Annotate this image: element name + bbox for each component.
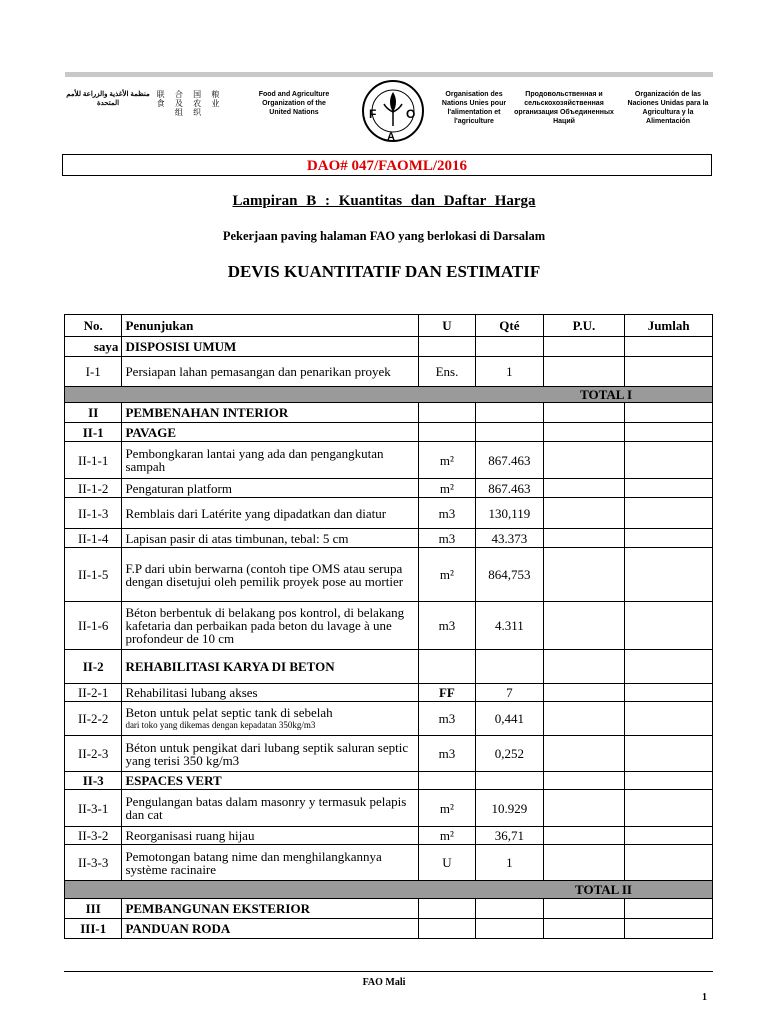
row-no: II-1-2	[65, 479, 122, 498]
row-desc: Reorganisasi ruang hijau	[122, 827, 418, 845]
row-jumlah	[625, 736, 713, 772]
row-desc: PEMBANGUNAN EKSTERIOR	[122, 899, 418, 919]
table-row	[65, 442, 713, 479]
row-qty	[476, 772, 544, 790]
row-jumlah	[625, 498, 713, 529]
row-jumlah	[625, 684, 713, 702]
header-rule	[65, 72, 713, 77]
row-jumlah	[625, 899, 713, 919]
row-pu	[543, 602, 625, 650]
table-row	[65, 357, 713, 387]
col-header-desc: Penunjukan	[122, 315, 418, 337]
row-unit	[418, 403, 475, 423]
row-jumlah	[625, 479, 713, 498]
row-no: III	[65, 899, 122, 919]
row-qty: 867.463	[476, 479, 544, 498]
row-unit	[418, 919, 475, 939]
table-row	[65, 423, 713, 442]
logo-letter: O	[406, 107, 416, 121]
row-unit: m3	[418, 736, 475, 772]
header-spanish: Organización de las Naciones Unidas para la Agricultura y la Alimentación	[627, 91, 709, 125]
row-pu	[543, 529, 625, 548]
row-pu	[543, 650, 625, 684]
row-desc: PANDUAN RODA	[122, 919, 418, 939]
row-qty	[476, 919, 544, 939]
row-desc: Pengulangan batas dalam masonry y termasuk pelapis dan cat	[122, 790, 418, 827]
row-pu	[543, 423, 625, 442]
footer-rule	[64, 971, 713, 972]
row-jumlah	[625, 772, 713, 790]
row-jumlah	[625, 403, 713, 423]
row-jumlah	[625, 337, 713, 357]
table-row	[65, 337, 713, 357]
row-jumlah	[625, 702, 713, 736]
logo-letter: A	[387, 131, 395, 143]
table-row	[65, 845, 713, 881]
row-desc	[122, 702, 418, 736]
header-chinese: 联 合 国 粮 食 及 农 业 组 织	[156, 90, 224, 117]
row-pu	[543, 498, 625, 529]
row-unit: m3	[418, 498, 475, 529]
row-unit	[418, 772, 475, 790]
row-unit: m²	[418, 442, 475, 479]
row-no: saya	[65, 337, 122, 357]
row-no: II-2-1	[65, 684, 122, 702]
row-unit: m²	[418, 827, 475, 845]
total-label: TOTAL II	[65, 881, 713, 899]
row-no: II-3	[65, 772, 122, 790]
logo-letter: F	[369, 107, 377, 121]
row-desc: PAVAGE	[122, 423, 418, 442]
row-desc: Pembongkaran lantai yang ada dan pengangkutan sampah	[122, 442, 418, 479]
table-row	[65, 529, 713, 548]
row-qty	[476, 337, 544, 357]
footer-org: FAO Mali	[362, 977, 406, 988]
page-number: 1	[702, 992, 707, 1003]
dao-number: DAO# 047/FAOML/2016	[62, 154, 712, 176]
row-desc: Persiapan lahan pemasangan dan penarikan proyek	[122, 357, 418, 387]
row-no: II-3-1	[65, 790, 122, 827]
row-no: II-2-3	[65, 736, 122, 772]
row-no: II-1	[65, 423, 122, 442]
row-jumlah	[625, 442, 713, 479]
document-subtitle: Pekerjaan paving halaman FAO yang berlokasi di Darsalam	[222, 229, 546, 243]
row-desc: Béton untuk pengikat dari lubang septik saluran septic yang terisi 350 kg/m3	[122, 736, 418, 772]
row-desc-note: dari toko yang dikemas dengan kepadatan 350kg/m3	[125, 719, 316, 730]
table-row	[65, 772, 713, 790]
row-unit: m3	[418, 602, 475, 650]
row-desc: Lapisan pasir di atas timbunan, tebal: 5 cm	[122, 529, 418, 548]
row-unit	[418, 899, 475, 919]
row-qty	[476, 650, 544, 684]
row-no: I-1	[65, 357, 122, 387]
table-row	[65, 650, 713, 684]
row-unit: m²	[418, 790, 475, 827]
row-desc: Rehabilitasi lubang akses	[122, 684, 418, 702]
col-header-no: No.	[65, 315, 122, 337]
row-desc: Pengaturan platform	[122, 479, 418, 498]
row-jumlah	[625, 602, 713, 650]
row-unit: FF	[418, 684, 475, 702]
row-desc: Pemotongan batang nime dan menghilangkannya système racinaire	[122, 845, 418, 881]
row-pu	[543, 899, 625, 919]
quantity-table	[64, 314, 713, 939]
document-title	[0, 193, 768, 210]
row-pu	[543, 357, 625, 387]
row-unit: m3	[418, 529, 475, 548]
row-pu	[543, 684, 625, 702]
row-pu	[543, 479, 625, 498]
table-header-row	[65, 315, 713, 337]
table-row	[65, 548, 713, 602]
row-pu	[543, 702, 625, 736]
row-pu	[543, 548, 625, 602]
row-jumlah	[625, 790, 713, 827]
row-pu	[543, 736, 625, 772]
row-no: II-2	[65, 650, 122, 684]
fao-logo-icon	[360, 78, 426, 144]
row-unit: m²	[418, 479, 475, 498]
row-desc: F.P dari ubin berwarna (contoh tipe OMS atau serupa dengan disetujui oleh pemilik proyek pose au mortier	[122, 548, 418, 602]
row-unit	[418, 337, 475, 357]
row-desc: ESPACES VERT	[122, 772, 418, 790]
row-qty: 130,119	[476, 498, 544, 529]
row-qty: 867.463	[476, 442, 544, 479]
row-desc: Remblais dari Latérite yang dipadatkan dan diatur	[122, 498, 418, 529]
table-row	[65, 498, 713, 529]
header-english: Food and Agriculture Organization of the United Nations	[258, 91, 330, 116]
col-header-pu: P.U.	[543, 315, 625, 337]
row-jumlah	[625, 423, 713, 442]
row-pu	[543, 442, 625, 479]
row-pu	[543, 827, 625, 845]
document-title-text: Lampiran B : Kuantitas dan Daftar Harga	[232, 193, 536, 209]
row-no: II-3-2	[65, 827, 122, 845]
row-qty: 864,753	[476, 548, 544, 602]
table-row	[65, 602, 713, 650]
header-arabic: منظمة الأغذية والزراعة للأمم المتحدة	[66, 91, 150, 107]
document-heading: DEVIS KUANTITATIF DAN ESTIMATIF	[227, 262, 541, 281]
row-jumlah	[625, 845, 713, 881]
table-row	[65, 827, 713, 845]
header-russian: Продовольственная и сельскохозяйственная организация Объединенных Наций	[514, 91, 614, 125]
row-jumlah	[625, 548, 713, 602]
row-jumlah	[625, 827, 713, 845]
row-qty: 1	[476, 845, 544, 881]
row-qty: 7	[476, 684, 544, 702]
row-unit	[418, 650, 475, 684]
row-qty: 43.373	[476, 529, 544, 548]
row-no: II-1-6	[65, 602, 122, 650]
row-qty	[476, 899, 544, 919]
table-row	[65, 403, 713, 423]
row-unit	[418, 423, 475, 442]
row-no: II	[65, 403, 122, 423]
row-desc: DISPOSISI UMUM	[122, 337, 418, 357]
table-row	[65, 790, 713, 827]
row-jumlah	[625, 650, 713, 684]
row-desc: REHABILITASI KARYA DI BETON	[122, 650, 418, 684]
row-pu	[543, 790, 625, 827]
total-row	[65, 387, 713, 403]
row-qty: 36,71	[476, 827, 544, 845]
row-unit: m²	[418, 548, 475, 602]
row-qty: 0,441	[476, 702, 544, 736]
row-no: II-3-3	[65, 845, 122, 881]
row-pu	[543, 403, 625, 423]
row-qty	[476, 403, 544, 423]
row-no: III-1	[65, 919, 122, 939]
table-row	[65, 684, 713, 702]
header-french: Organisation des Nations Unies pour l'alimentation et l'agriculture	[441, 91, 507, 125]
row-pu	[543, 772, 625, 790]
total-row	[65, 881, 713, 899]
row-qty	[476, 423, 544, 442]
row-unit: Ens.	[418, 357, 475, 387]
row-qty: 4.311	[476, 602, 544, 650]
row-pu	[543, 845, 625, 881]
col-header-jumlah: Jumlah	[625, 315, 713, 337]
row-pu	[543, 337, 625, 357]
row-no: II-1-1	[65, 442, 122, 479]
row-no: II-1-3	[65, 498, 122, 529]
row-desc: PEMBENAHAN INTERIOR	[122, 403, 418, 423]
table-row	[65, 736, 713, 772]
row-no: II-1-4	[65, 529, 122, 548]
table-row	[65, 702, 713, 736]
total-label: TOTAL I	[65, 387, 713, 403]
col-header-u: U	[418, 315, 475, 337]
row-jumlah	[625, 357, 713, 387]
row-unit: m3	[418, 702, 475, 736]
row-jumlah	[625, 919, 713, 939]
row-qty: 10.929	[476, 790, 544, 827]
row-desc-main: Beton untuk pelat septic tank di sebelah	[125, 704, 333, 720]
row-no: II-1-5	[65, 548, 122, 602]
row-unit: U	[418, 845, 475, 881]
row-qty: 1	[476, 357, 544, 387]
row-jumlah	[625, 529, 713, 548]
table-row	[65, 919, 713, 939]
row-no: II-2-2	[65, 702, 122, 736]
row-pu	[543, 919, 625, 939]
table-row	[65, 899, 713, 919]
row-qty: 0,252	[476, 736, 544, 772]
col-header-qty: Qté	[476, 315, 544, 337]
table-row	[65, 479, 713, 498]
row-desc: Béton berbentuk di belakang pos kontrol, di belakang kafetaria dan perbaikan pada beton du lavage à une profondeur de 10 cm	[122, 602, 418, 650]
